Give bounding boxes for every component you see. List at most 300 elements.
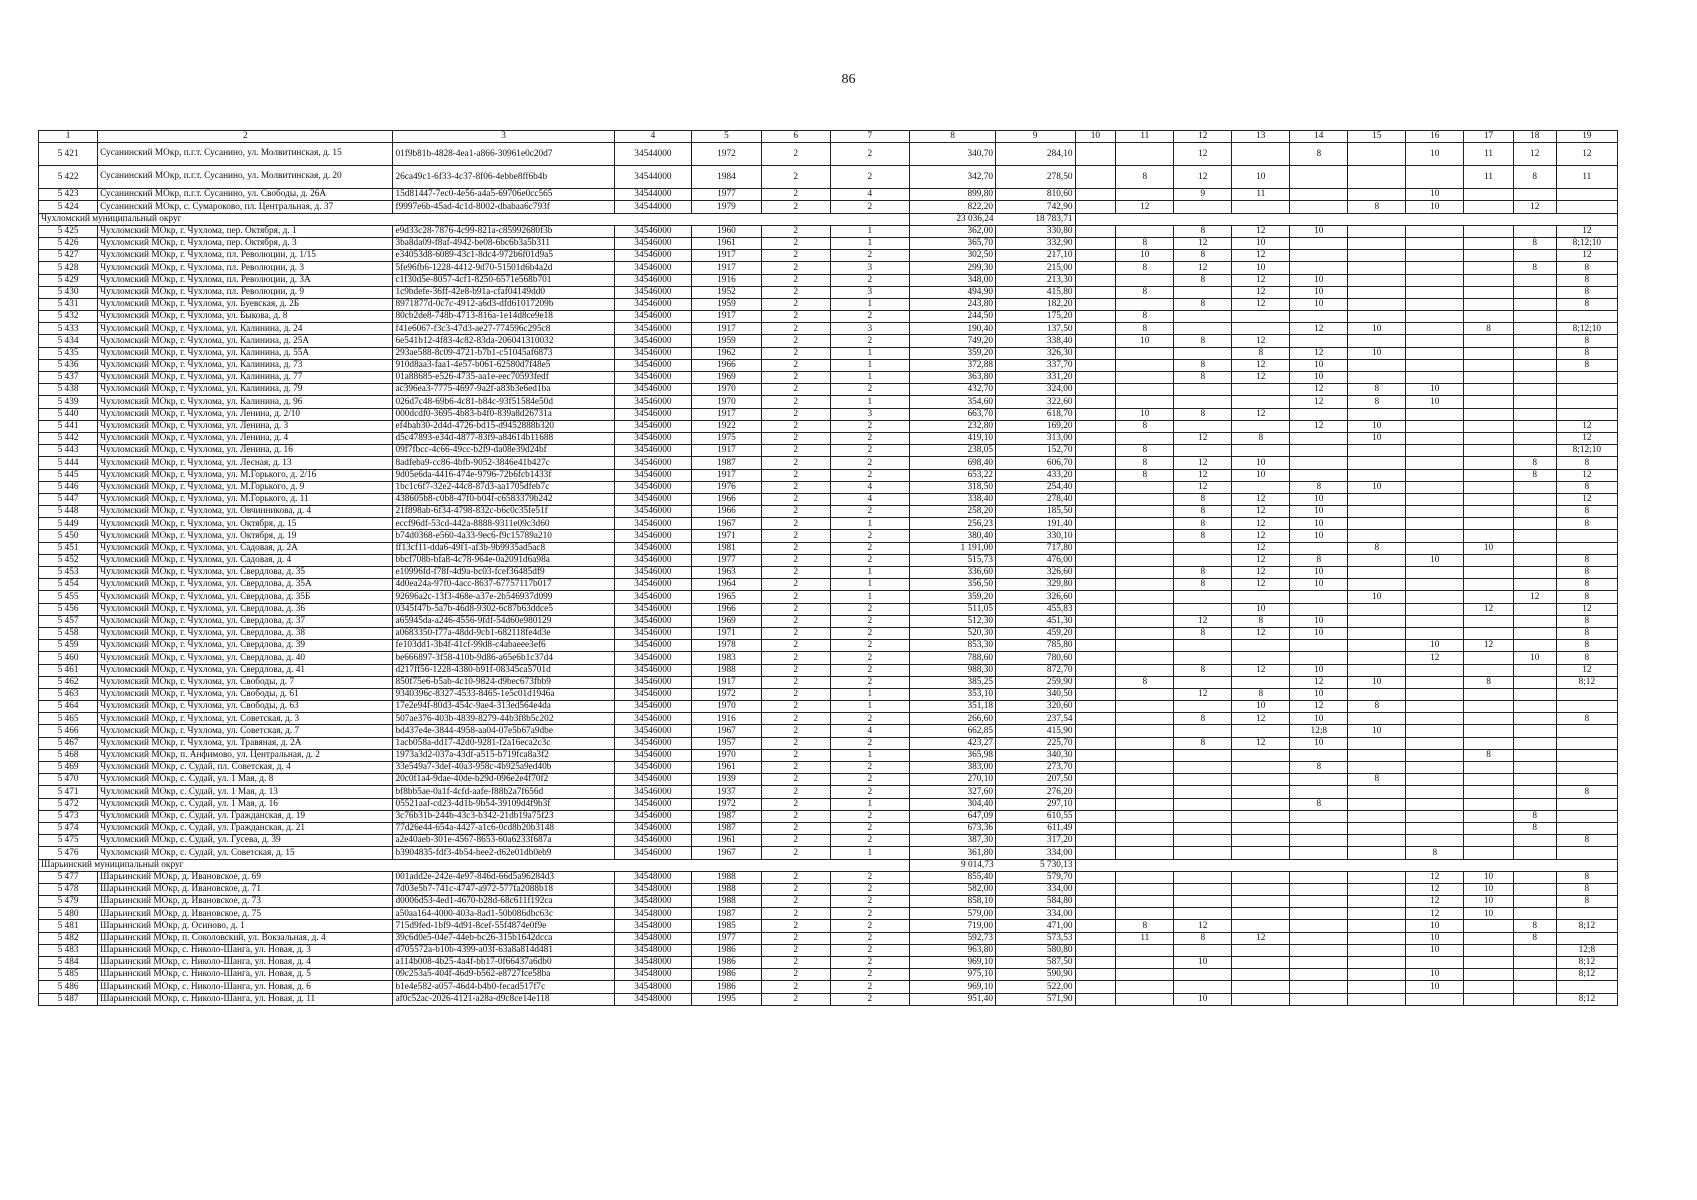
table-cell: 423,27 xyxy=(910,737,996,749)
table-cell: 232,80 xyxy=(910,420,996,432)
table-cell xyxy=(1348,445,1406,457)
row-number: 5 481 xyxy=(39,920,98,932)
table-cell xyxy=(1464,262,1513,274)
table-cell xyxy=(1174,420,1232,432)
table-cell: 336,60 xyxy=(910,567,996,579)
table-cell xyxy=(1406,603,1464,615)
table-cell xyxy=(1116,579,1174,591)
table-cell xyxy=(1513,542,1556,554)
table-cell: 8 xyxy=(1513,262,1556,274)
table-cell xyxy=(1556,798,1617,810)
table-cell: 12 xyxy=(1513,201,1556,213)
table-cell xyxy=(1464,920,1513,932)
table-cell xyxy=(1513,908,1556,920)
table-cell xyxy=(1406,518,1464,530)
table-cell: 1971 xyxy=(692,530,762,542)
table-cell xyxy=(1513,774,1556,786)
table-cell: 10 xyxy=(1406,143,1464,166)
address-cell: Чухломский МОкр, г. Чухлома, ул. М.Горького, д. 11 xyxy=(98,493,393,505)
table-cell: 34546000 xyxy=(614,335,691,347)
row-number: 5 429 xyxy=(39,274,98,286)
table-cell: 1917 xyxy=(692,469,762,481)
table-cell: 2 xyxy=(761,603,830,615)
table-row xyxy=(39,969,1618,981)
table-cell xyxy=(1464,725,1513,737)
table-cell: 2 xyxy=(761,201,830,213)
table-cell xyxy=(1232,847,1290,859)
guid-cell: a65945da-a246-4556-9fdf-54d60e980129 xyxy=(393,615,614,627)
table-cell: 587,50 xyxy=(996,957,1075,969)
district-total-area: 9 014,73 xyxy=(910,859,996,871)
guid-cell: 8adfeba9-cc86-4bfb-9052-3846e41b427c xyxy=(393,457,614,469)
row-number: 5 485 xyxy=(39,969,98,981)
table-cell: 11 xyxy=(1116,932,1174,944)
column-header-cell: 8 xyxy=(910,131,996,143)
table-cell: 12;8 xyxy=(1290,725,1348,737)
table-cell xyxy=(1556,688,1617,700)
table-cell xyxy=(1174,323,1232,335)
table-cell xyxy=(1464,701,1513,713)
table-cell: 1 xyxy=(830,518,909,530)
table-cell xyxy=(1290,311,1348,323)
row-number: 5 476 xyxy=(39,847,98,859)
table-cell xyxy=(1232,143,1290,166)
table-cell: 34546000 xyxy=(614,530,691,542)
table-cell: 359,20 xyxy=(910,591,996,603)
table-cell: 359,20 xyxy=(910,347,996,359)
table-cell xyxy=(1290,189,1348,201)
table-cell xyxy=(1116,189,1174,201)
table-cell: 1975 xyxy=(692,432,762,444)
table-cell xyxy=(1348,762,1406,774)
row-number: 5 483 xyxy=(39,944,98,956)
table-cell xyxy=(1513,323,1556,335)
table-row xyxy=(39,786,1618,798)
table-cell: 2 xyxy=(761,993,830,1005)
guid-cell: 1c9bdefe-36ff-42e8-b91a-cfaf04149dd0 xyxy=(393,286,614,298)
table-cell: 1987 xyxy=(692,908,762,920)
table-cell xyxy=(1348,957,1406,969)
table-cell: 225,70 xyxy=(996,737,1075,749)
table-row xyxy=(39,143,1618,166)
table-cell xyxy=(1075,286,1116,298)
table-cell: 1967 xyxy=(692,518,762,530)
row-number: 5 479 xyxy=(39,896,98,908)
address-cell: Чухломский МОкр, с. Судай, ул. 1 Мая, д. 8 xyxy=(98,774,393,786)
table-cell xyxy=(1348,554,1406,566)
table-cell: 963,80 xyxy=(910,944,996,956)
table-cell: 2 xyxy=(761,786,830,798)
table-cell: 8 xyxy=(1556,347,1617,359)
table-cell: 8 xyxy=(1348,774,1406,786)
table-cell: 673,36 xyxy=(910,822,996,834)
table-cell: 2 xyxy=(761,518,830,530)
table-cell xyxy=(1232,993,1290,1005)
table-cell xyxy=(1075,920,1116,932)
table-cell xyxy=(1075,554,1116,566)
table-cell: 663,70 xyxy=(910,408,996,420)
guid-cell: 9d05e6da-4416-474e-9796-72b6fcb1433f xyxy=(393,469,614,481)
table-cell: 8 xyxy=(1556,518,1617,530)
table-cell: 34548000 xyxy=(614,993,691,1005)
address-cell: Чухломский МОкр, с. Судай, пл. Советская, д. 4 xyxy=(98,762,393,774)
table-cell: 34546000 xyxy=(614,567,691,579)
table-cell: 611,49 xyxy=(996,822,1075,834)
table-cell xyxy=(1464,847,1513,859)
table-cell xyxy=(1464,688,1513,700)
table-cell xyxy=(1075,676,1116,688)
table-cell: 34546000 xyxy=(614,652,691,664)
table-cell: 10 xyxy=(1348,323,1406,335)
table-cell xyxy=(1232,481,1290,493)
table-cell: 244,50 xyxy=(910,311,996,323)
table-cell xyxy=(1406,737,1464,749)
table-cell xyxy=(1075,384,1116,396)
table-cell xyxy=(1290,445,1348,457)
table-cell xyxy=(1232,420,1290,432)
table-cell xyxy=(1116,688,1174,700)
table-cell: 872,70 xyxy=(996,664,1075,676)
table-cell xyxy=(1075,749,1116,761)
table-cell: 2 xyxy=(761,530,830,542)
table-cell: 8 xyxy=(1556,786,1617,798)
table-cell xyxy=(1116,786,1174,798)
table-cell: 853,30 xyxy=(910,640,996,652)
table-cell xyxy=(1290,652,1348,664)
table-cell xyxy=(1290,883,1348,895)
table-cell: 362,00 xyxy=(910,225,996,237)
table-cell xyxy=(1406,774,1464,786)
table-cell: 8 xyxy=(1556,835,1617,847)
table-cell: 10 xyxy=(1348,420,1406,432)
table-cell: 8 xyxy=(1348,701,1406,713)
table-cell xyxy=(1348,920,1406,932)
table-cell: 12 xyxy=(1406,871,1464,883)
table-cell xyxy=(1075,347,1116,359)
table-cell xyxy=(1116,847,1174,859)
table-cell: 10 xyxy=(1290,713,1348,725)
table-cell xyxy=(1513,664,1556,676)
table-cell: 10 xyxy=(1232,469,1290,481)
table-cell xyxy=(1513,786,1556,798)
guid-cell: b74d0368-e560-4a33-9ec6-f9c15789a210 xyxy=(393,530,614,542)
table-cell: 1952 xyxy=(692,286,762,298)
table-cell xyxy=(1556,762,1617,774)
guid-cell: 26ca49c1-6f33-4c37-8f06-4ebbe8ff6b4b xyxy=(393,166,614,189)
row-number: 5 449 xyxy=(39,518,98,530)
table-cell: 348,00 xyxy=(910,274,996,286)
table-cell: 1967 xyxy=(692,725,762,737)
table-cell: 217,10 xyxy=(996,250,1075,262)
table-row xyxy=(39,993,1618,1005)
table-cell xyxy=(1406,408,1464,420)
table-cell: 1 xyxy=(830,847,909,859)
table-cell xyxy=(1556,408,1617,420)
table-cell: 2 xyxy=(830,530,909,542)
table-cell: 34546000 xyxy=(614,627,691,639)
row-number: 5 456 xyxy=(39,603,98,615)
table-cell xyxy=(1406,274,1464,286)
table-cell: 12 xyxy=(1232,664,1290,676)
row-number: 5 447 xyxy=(39,493,98,505)
table-row xyxy=(39,627,1618,639)
table-cell: 12 xyxy=(1290,384,1348,396)
table-cell: 351,18 xyxy=(910,701,996,713)
table-cell: 10 xyxy=(1290,298,1348,310)
table-cell xyxy=(1348,457,1406,469)
table-cell: 34548000 xyxy=(614,969,691,981)
row-number: 5 432 xyxy=(39,311,98,323)
row-number: 5 453 xyxy=(39,567,98,579)
table-cell xyxy=(1513,250,1556,262)
table-cell xyxy=(1406,323,1464,335)
table-cell: 12 xyxy=(1556,469,1617,481)
table-cell: 8 xyxy=(1348,384,1406,396)
table-cell: 1922 xyxy=(692,420,762,432)
table-cell: 8 xyxy=(1556,335,1617,347)
table-cell xyxy=(1116,652,1174,664)
table-cell: 2 xyxy=(761,359,830,371)
table-cell: 12 xyxy=(1513,591,1556,603)
table-row xyxy=(39,420,1618,432)
table-row xyxy=(39,835,1618,847)
table-cell xyxy=(1174,652,1232,664)
table-cell: 34546000 xyxy=(614,615,691,627)
table-cell: 10 xyxy=(1232,166,1290,189)
table-cell: 1972 xyxy=(692,143,762,166)
table-cell xyxy=(1348,786,1406,798)
table-cell xyxy=(1464,835,1513,847)
row-number: 5 461 xyxy=(39,664,98,676)
table-cell xyxy=(1232,762,1290,774)
guid-cell: bd437e4e-3844-4958-aa04-07e5b67a9dbe xyxy=(393,725,614,737)
table-cell: 8 xyxy=(1116,311,1174,323)
table-cell: 8 xyxy=(1513,166,1556,189)
table-cell xyxy=(1464,432,1513,444)
table-cell: 2 xyxy=(761,749,830,761)
guid-cell: 7d03e5b7-741c-4747-a972-577fa2088b18 xyxy=(393,883,614,895)
address-cell: Чухломский МОкр, г. Чухлома, ул. Ленина, д. 4 xyxy=(98,432,393,444)
table-cell: 520,30 xyxy=(910,627,996,639)
table-cell: 10 xyxy=(1232,701,1290,713)
guid-cell: a0683350-f77a-48dd-9cb1-682118fe4d3e xyxy=(393,627,614,639)
table-cell xyxy=(1290,993,1348,1005)
table-row xyxy=(39,262,1618,274)
table-cell xyxy=(1464,579,1513,591)
table-cell: 12 xyxy=(1232,713,1290,725)
table-cell xyxy=(1513,627,1556,639)
guid-cell: 9340396c-8327-4533-8465-1e5c01d1946a xyxy=(393,688,614,700)
table-cell xyxy=(1075,871,1116,883)
table-cell: 2 xyxy=(761,457,830,469)
table-cell xyxy=(1406,166,1464,189)
guid-cell: bf8bb5ae-0a1f-4cfd-aafe-f88b2a7f656d xyxy=(393,786,614,798)
row-number: 5 463 xyxy=(39,688,98,700)
table-cell xyxy=(1075,359,1116,371)
table-cell xyxy=(1348,298,1406,310)
table-cell: 34546000 xyxy=(614,774,691,786)
table-cell: 8 xyxy=(1556,286,1617,298)
table-cell: 2 xyxy=(830,143,909,166)
table-cell: 12 xyxy=(1232,506,1290,518)
table-row xyxy=(39,166,1618,189)
table-cell: 278,40 xyxy=(996,493,1075,505)
table-cell xyxy=(1556,725,1617,737)
table-cell: 353,10 xyxy=(910,688,996,700)
row-number: 5 441 xyxy=(39,420,98,432)
table-cell: 8;12 xyxy=(1556,957,1617,969)
table-cell: 34546000 xyxy=(614,445,691,457)
table-cell: 10 xyxy=(1348,481,1406,493)
table-cell xyxy=(1075,993,1116,1005)
district-group-row xyxy=(39,213,1618,225)
table-cell: 10 xyxy=(1290,274,1348,286)
table-cell xyxy=(1290,432,1348,444)
table-cell xyxy=(1290,640,1348,652)
table-row xyxy=(39,871,1618,883)
table-cell: 330,80 xyxy=(996,225,1075,237)
table-cell: 34546000 xyxy=(614,603,691,615)
table-cell xyxy=(1232,396,1290,408)
table-cell xyxy=(1464,762,1513,774)
row-number: 5 458 xyxy=(39,627,98,639)
guid-cell: d5c47893-e34d-4877-83f9-a84614b11688 xyxy=(393,432,614,444)
table-cell xyxy=(1075,981,1116,993)
group-spacer xyxy=(1075,213,1618,225)
column-header-cell: 3 xyxy=(393,131,614,143)
table-cell xyxy=(1464,225,1513,237)
table-cell xyxy=(1406,493,1464,505)
table-cell xyxy=(1464,737,1513,749)
table-cell: 12;8 xyxy=(1556,944,1617,956)
table-cell xyxy=(1406,250,1464,262)
table-cell xyxy=(1464,506,1513,518)
table-cell: 10 xyxy=(1406,969,1464,981)
table-cell: 12 xyxy=(1556,225,1617,237)
table-cell: 34546000 xyxy=(614,664,691,676)
table-cell: 10 xyxy=(1232,262,1290,274)
table-row xyxy=(39,883,1618,895)
table-cell: 2 xyxy=(830,920,909,932)
table-cell xyxy=(1290,957,1348,969)
table-cell: 2 xyxy=(830,445,909,457)
address-cell: Чухломский МОкр, г. Чухлома, ул. Свободы, д. 61 xyxy=(98,688,393,700)
table-cell xyxy=(1174,384,1232,396)
table-cell: 433,20 xyxy=(996,469,1075,481)
table-cell: 9 xyxy=(1174,189,1232,201)
row-number: 5 444 xyxy=(39,457,98,469)
table-cell: 12 xyxy=(1290,347,1348,359)
guid-cell: 01f9b81b-4828-4ea1-a866-30961e0c20d7 xyxy=(393,143,614,166)
table-cell: 8 xyxy=(1348,201,1406,213)
table-cell xyxy=(1406,445,1464,457)
table-cell: 340,30 xyxy=(996,749,1075,761)
table-cell: 12 xyxy=(1232,298,1290,310)
table-cell: 34546000 xyxy=(614,762,691,774)
guid-cell: b1e4e582-a057-46d4-b4b0-fecad517f7c xyxy=(393,981,614,993)
table-cell xyxy=(1075,725,1116,737)
table-cell: 2 xyxy=(761,762,830,774)
table-cell xyxy=(1232,908,1290,920)
table-cell xyxy=(1406,359,1464,371)
table-cell: 8 xyxy=(1513,920,1556,932)
row-number: 5 459 xyxy=(39,640,98,652)
table-cell: 12 xyxy=(1290,701,1348,713)
table-cell: 10 xyxy=(1290,737,1348,749)
table-cell xyxy=(1406,591,1464,603)
address-cell: Чухломский МОкр, г. Чухлома, ул. Садовая, д. 2А xyxy=(98,542,393,554)
table-cell: 2 xyxy=(761,969,830,981)
table-cell: 152,70 xyxy=(996,445,1075,457)
table-cell xyxy=(1116,871,1174,883)
table-cell: 8 xyxy=(1556,506,1617,518)
row-number: 5 484 xyxy=(39,957,98,969)
address-cell: Чухломский МОкр, г. Чухлома, ул. Свердлова, д. 38 xyxy=(98,627,393,639)
table-cell: 383,00 xyxy=(910,762,996,774)
address-cell: Шарьинский МОкр, д. Ивановское, д. 73 xyxy=(98,896,393,908)
table-cell xyxy=(1290,908,1348,920)
table-cell xyxy=(1075,274,1116,286)
row-number: 5 454 xyxy=(39,579,98,591)
table-cell: 8 xyxy=(1406,847,1464,859)
table-cell: 2 xyxy=(761,774,830,786)
table-cell xyxy=(1556,847,1617,859)
table-cell xyxy=(1513,798,1556,810)
table-cell: 297,10 xyxy=(996,798,1075,810)
table-cell: 8 xyxy=(1116,457,1174,469)
table-cell xyxy=(1174,286,1232,298)
table-cell xyxy=(1406,420,1464,432)
table-cell xyxy=(1513,762,1556,774)
address-cell: Чухломский МОкр, г. Чухлома, ул. Калинина, д. 24 xyxy=(98,323,393,335)
table-cell xyxy=(1464,201,1513,213)
table-cell: 34546000 xyxy=(614,323,691,335)
table-cell: 618,70 xyxy=(996,408,1075,420)
table-row xyxy=(39,701,1618,713)
table-cell xyxy=(1348,969,1406,981)
table-cell: 34546000 xyxy=(614,274,691,286)
address-cell: Чухломский МОкр, с. Судай, ул. Гражданская, д. 21 xyxy=(98,822,393,834)
table-cell: 2 xyxy=(761,347,830,359)
table-cell: 2 xyxy=(761,445,830,457)
address-cell: Чухломский МОкр, г. Чухлома, ул. Травяная, д. 2А xyxy=(98,737,393,749)
table-cell xyxy=(1464,969,1513,981)
table-cell xyxy=(1174,640,1232,652)
table-cell: 8 xyxy=(1174,298,1232,310)
table-cell: 580,80 xyxy=(996,944,1075,956)
row-number: 5 464 xyxy=(39,701,98,713)
guid-cell: eccf96df-53cd-442a-8888-9311e09c3d60 xyxy=(393,518,614,530)
table-cell: 8 xyxy=(1116,166,1174,189)
table-cell xyxy=(1116,774,1174,786)
address-cell: Чухломский МОкр, г. Чухлома, пл. Революции, д. 1/15 xyxy=(98,250,393,262)
address-cell: Шарьинский МОкр, с. Николо-Шанга, ул. Новая, д. 11 xyxy=(98,993,393,1005)
table-cell xyxy=(1513,384,1556,396)
table-cell: 34546000 xyxy=(614,493,691,505)
table-cell xyxy=(1464,420,1513,432)
table-row xyxy=(39,640,1618,652)
table-cell: 1995 xyxy=(692,993,762,1005)
table-cell xyxy=(1174,725,1232,737)
address-cell: Чухломский МОкр, г. Чухлома, ул. Быкова, д. 8 xyxy=(98,311,393,323)
table-cell: 8 xyxy=(1556,713,1617,725)
table-cell xyxy=(1116,762,1174,774)
address-cell: Чухломский МОкр, г. Чухлома, ул. Свободы, д. 63 xyxy=(98,701,393,713)
table-cell: 256,23 xyxy=(910,518,996,530)
table-cell: 10 xyxy=(1464,542,1513,554)
table-cell: 1966 xyxy=(692,506,762,518)
table-cell: 12 xyxy=(1232,932,1290,944)
